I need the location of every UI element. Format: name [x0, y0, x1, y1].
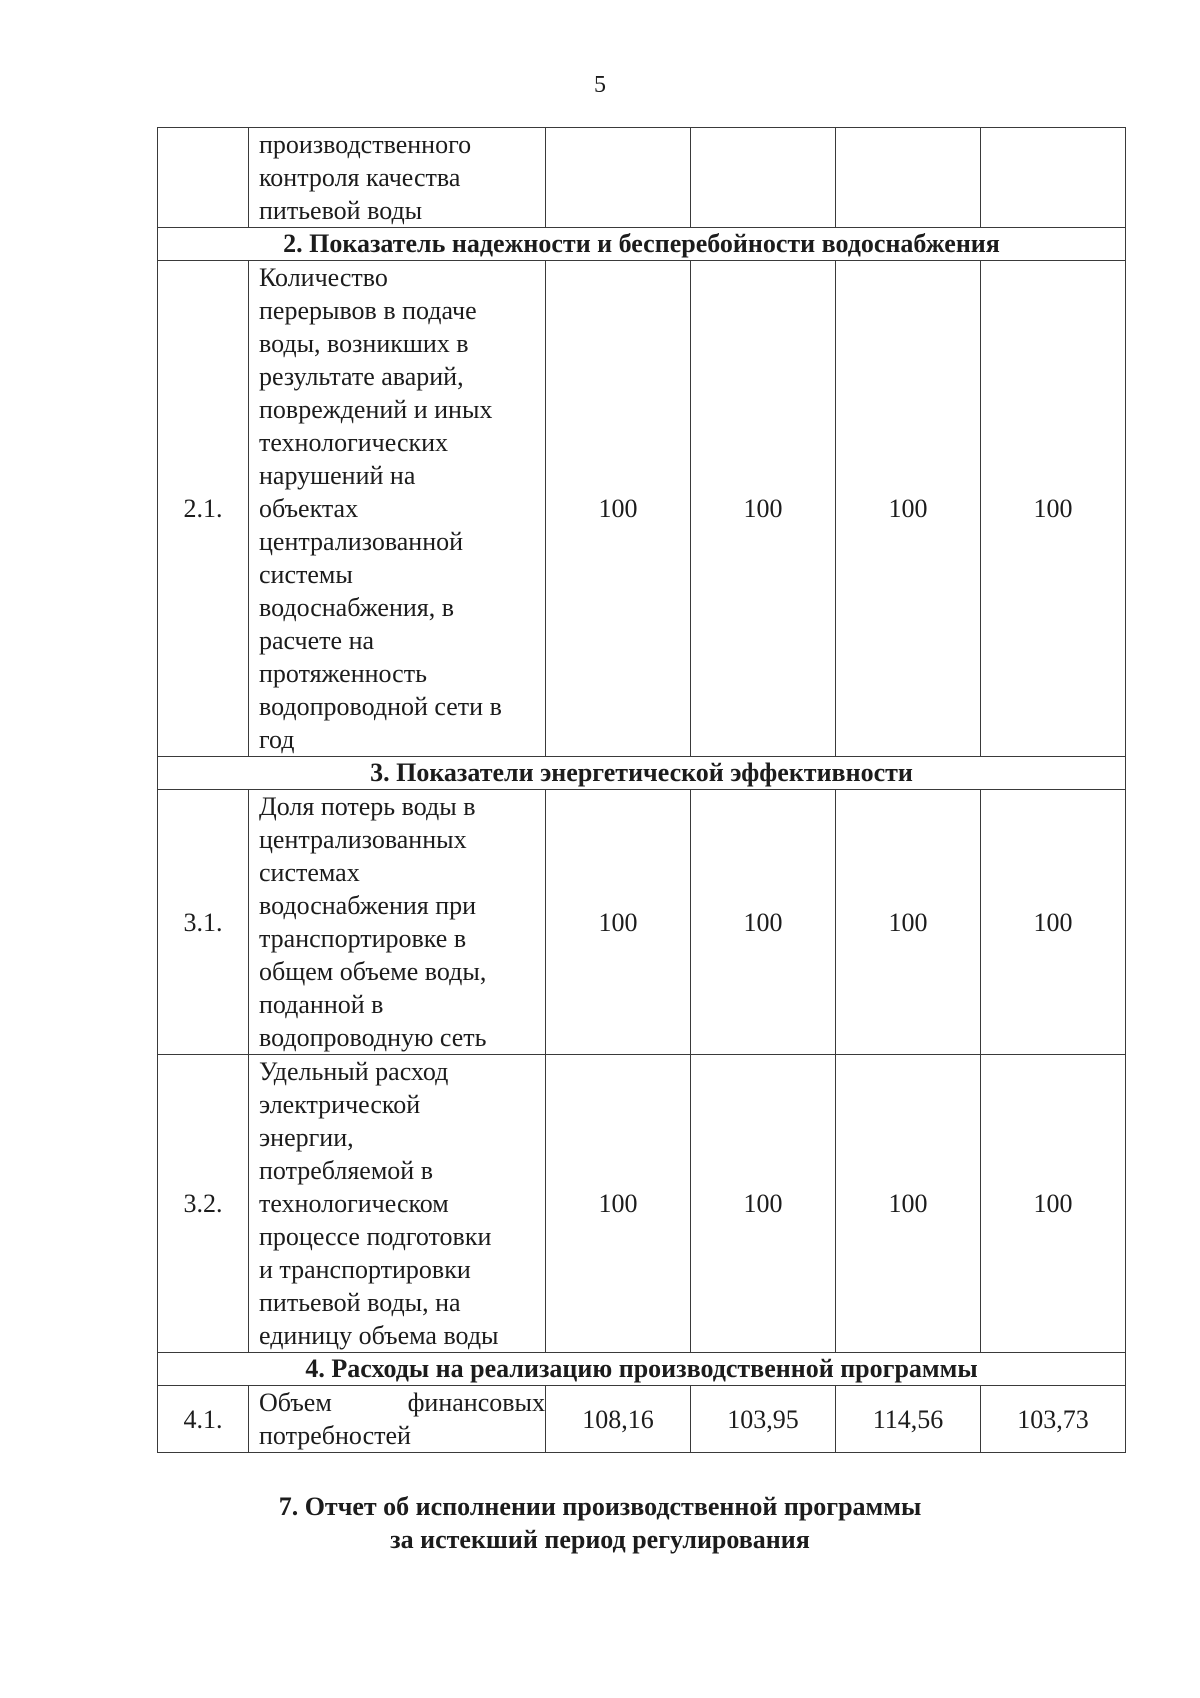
indicator-value: 103,95 [691, 1386, 836, 1453]
indicator-name-line: технологическом [259, 1189, 449, 1218]
table-row [158, 261, 1126, 757]
section-header-row [158, 1353, 1126, 1386]
indicator-name-line: технологических [259, 428, 449, 457]
indicator-name-line: поданной в [259, 990, 384, 1019]
indicator-value: 100 [546, 261, 691, 757]
indicator-name-line: объектах [259, 494, 359, 523]
indicator-value: 100 [691, 790, 836, 1055]
indicator-name-line: энергии, [259, 1123, 354, 1152]
indicator-name-line: протяженность [259, 659, 427, 688]
indicator-name-line: водопроводной сети в [259, 692, 502, 721]
indicator-value: 100 [546, 1055, 691, 1353]
indicator-name-line: потребностей [259, 1421, 411, 1450]
indicator-name-line: Удельный расход [259, 1057, 449, 1086]
row-number: 2.1. [158, 261, 249, 757]
indicator-name-line: электрической [259, 1090, 421, 1119]
indicator-name-line: централизованных [259, 825, 467, 854]
indicator-name-line: транспортировке в [259, 924, 467, 953]
indicator-value [981, 128, 1126, 228]
indicators-table-body [158, 128, 1126, 1453]
indicator-name-line: системы [259, 560, 353, 589]
indicator-name-line: питьевой воды, на [259, 1288, 461, 1317]
indicator-name-line: расчете на [259, 626, 375, 655]
report-title-line-2: за истекший период регулирования [390, 1525, 810, 1554]
indicator-name [249, 790, 546, 1055]
row-number: 3.2. [158, 1055, 249, 1353]
indicator-value: 100 [546, 790, 691, 1055]
indicator-value: 100 [981, 261, 1126, 757]
table-row [158, 128, 1126, 228]
indicator-value: 100 [691, 261, 836, 757]
indicator-name-line: общем объеме воды, [259, 957, 487, 986]
section-title: 4. Расходы на реализацию производственной программы [158, 1353, 1126, 1386]
indicator-name-line: Количество [259, 263, 388, 292]
indicator-name-line: производственного [259, 130, 472, 159]
indicator-name-line: Объем финансовых [259, 1388, 545, 1417]
indicator-name-line: водопроводную сеть [259, 1023, 487, 1052]
indicator-name-line: воды, возникших в [259, 329, 469, 358]
indicator-name-line: централизованной [259, 527, 464, 556]
row-number [158, 128, 249, 228]
indicator-name-line: год [259, 725, 295, 754]
indicator-name [249, 1386, 546, 1453]
indicator-name-line: повреждений и иных [259, 395, 493, 424]
indicator-value [836, 128, 981, 228]
indicator-value: 100 [691, 1055, 836, 1353]
indicator-name-line: питьевой воды [259, 196, 423, 225]
indicator-value: 100 [836, 790, 981, 1055]
indicator-name-line: результате аварий, [259, 362, 464, 391]
indicator-name [249, 261, 546, 757]
indicator-name [249, 1055, 546, 1353]
indicator-name-line: перерывов в подаче [259, 296, 477, 325]
section-header-row [158, 228, 1126, 261]
page-number: 5 [594, 72, 606, 98]
section-title: 2. Показатель надежности и бесперебойности водоснабжения [158, 228, 1126, 261]
indicator-value: 103,73 [981, 1386, 1126, 1453]
indicators-table [157, 127, 1126, 1453]
indicator-value: 100 [836, 261, 981, 757]
indicator-name-line: потребляемой в [259, 1156, 433, 1185]
section-header-row [158, 757, 1126, 790]
indicator-name-line: единицу объема воды [259, 1321, 499, 1350]
indicator-name-line: и транспортировки [259, 1255, 471, 1284]
section-title: 3. Показатели энергетической эффективности [158, 757, 1126, 790]
indicator-name-line: контроля качества [259, 163, 461, 192]
table-row [158, 1055, 1126, 1353]
indicator-value: 114,56 [836, 1386, 981, 1453]
table-row [158, 790, 1126, 1055]
indicator-name-line: Доля потерь воды в [259, 792, 476, 821]
indicator-value: 100 [981, 790, 1126, 1055]
table-row [158, 1386, 1126, 1453]
indicator-name-line: процессе подготовки [259, 1222, 492, 1251]
indicator-name-line: нарушений на [259, 461, 416, 490]
indicator-value: 100 [981, 1055, 1126, 1353]
indicator-value: 108,16 [546, 1386, 691, 1453]
indicator-name-line: системах [259, 858, 360, 887]
indicator-name [249, 128, 546, 228]
indicator-name-line: водоснабжения, в [259, 593, 455, 622]
report-title-line-1: 7. Отчет об исполнении производственной программы [278, 1492, 922, 1521]
indicator-value [546, 128, 691, 228]
indicator-value [691, 128, 836, 228]
row-number: 4.1. [158, 1386, 249, 1453]
row-number: 3.1. [158, 790, 249, 1055]
report-section-title [0, 1490, 1200, 1556]
indicator-name-line: водоснабжения при [259, 891, 477, 920]
indicator-value: 100 [836, 1055, 981, 1353]
